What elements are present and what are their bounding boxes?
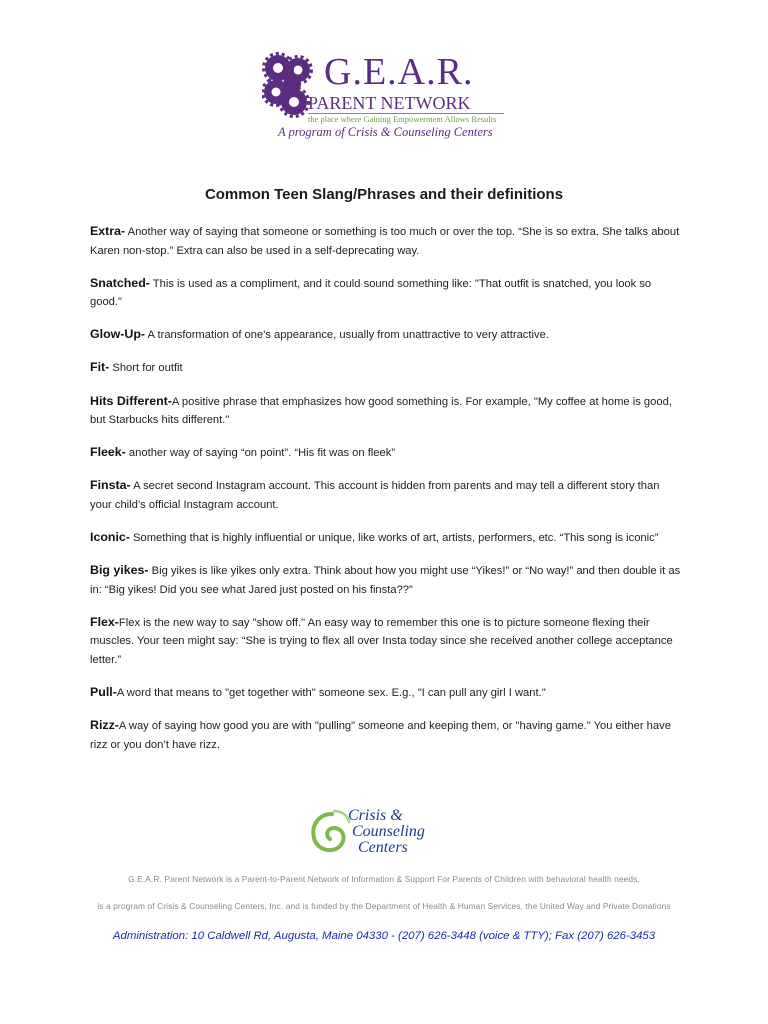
logo-program-line: A program of Crisis & Counseling Centers [278,125,493,139]
slang-definition: A word that means to "get together with" someone sex. E.g., "I can pull any girl I want." [116,687,546,700]
slang-entry-fit [90,358,682,378]
slang-entry-rizz [90,716,682,754]
footer-administration-address: Administration: 10 Caldwell Rd, Augusta, Maine 04330 - (207) 626-3448 (voice & TTY); Fax (207) 626-3453 [112,930,656,942]
slang-definition: Flex is the new way to say "show off." An easy way to remember this one is to picture someone flexing their muscles. Your teen might say: “She is trying to flex all over Insta today since she received another college acceptance letter.” [90,616,673,666]
slang-definition: Short for outfit [109,362,183,375]
logo-tagline: the place where Gaining Empowerment Allows Results [308,114,497,124]
slang-list [90,222,682,768]
slang-term: Hits Different- [90,393,172,408]
slang-entry-finsta [90,476,682,514]
slang-entry-iconic [90,528,682,548]
slang-term: Fit- [90,360,110,375]
slang-definition: A way of saying how good you are with "pulling" someone and keeping them, or "having game." You either have rizz or you don’t have rizz. [90,720,671,751]
document-title: Common Teen Slang/Phrases and their definitions [204,186,564,203]
slang-term: Extra- [90,224,126,238]
gear-parent-network-logo [262,50,512,142]
logo-title: G.E.A.R. [324,51,474,93]
slang-term: Snatched- [90,275,150,290]
slang-entry-glow-up [90,325,682,345]
slang-definition: This is used as a compliment, and it could sound something like: "That outfit is snatched, you look so good." [90,277,652,309]
slang-term: Glow-Up- [90,327,146,342]
slang-term: Rizz- [90,718,119,733]
slang-term: Finsta- [90,478,131,493]
slang-entry-pull [90,683,682,703]
slang-definition: Another way of saying that someone or something is too much or over the top. “She is so extra. She talks about Karen non-stop.” Extra can also be used in a self-deprecating way. [90,226,680,257]
slang-definition: Big yikes is like yikes only extra. Think about how you might use “Yikes!” or “No way!” and then double it as in: “Big yikes! Did you see what Jared just posted on his finsta??” [90,565,681,596]
slang-term: Iconic- [90,530,130,545]
slang-entry-big-yikes [90,561,682,599]
ccc-logo-line1: Crisis & [348,807,403,824]
slang-entry-snatched [90,274,682,312]
footer-network-description: G.E.A.R. Parent Network is a Parent-to-Parent Network of Information & Support For Parents of Children with behavioral health needs, [128,874,640,884]
crisis-counseling-centers-logo [308,806,448,862]
slang-definition: another way of saying “on point”. “His fit was on fleek” [125,447,396,460]
slang-entry-flex [90,613,682,670]
slang-definition: Something that is highly influential or unique, like works of art, artists, performers, etc. “This song is iconic” [129,532,659,545]
slang-definition: A positive phrase that emphasizes how good something is. For example, "My coffee at home is good, but Starbucks hits different." [90,395,672,427]
slang-entry-fleek [90,443,682,463]
slang-term: Fleek- [90,445,126,460]
logo-subtitle: PARENT NETWORK [308,93,504,114]
footer-funding-note: is a program of Crisis & Counseling Centers, Inc. and is funded by the Department of Health & Human Services, the United Way and Private Donations [97,901,671,911]
slang-term: Pull- [90,685,117,700]
slang-definition: A transformation of one's appearance, usually from unattractive to very attractive. [145,329,549,342]
ccc-logo-line2: Counseling [352,823,425,840]
slang-entry-extra [90,222,682,260]
slang-term: Big yikes- [90,563,149,578]
slang-definition: A secret second Instagram account. This account is hidden from parents and may tell a different story than your child’s official Instagram account. [90,480,660,511]
slang-entry-hits-different [90,392,682,430]
slang-term: Flex- [90,614,119,629]
ccc-logo-line3: Centers [358,839,408,856]
